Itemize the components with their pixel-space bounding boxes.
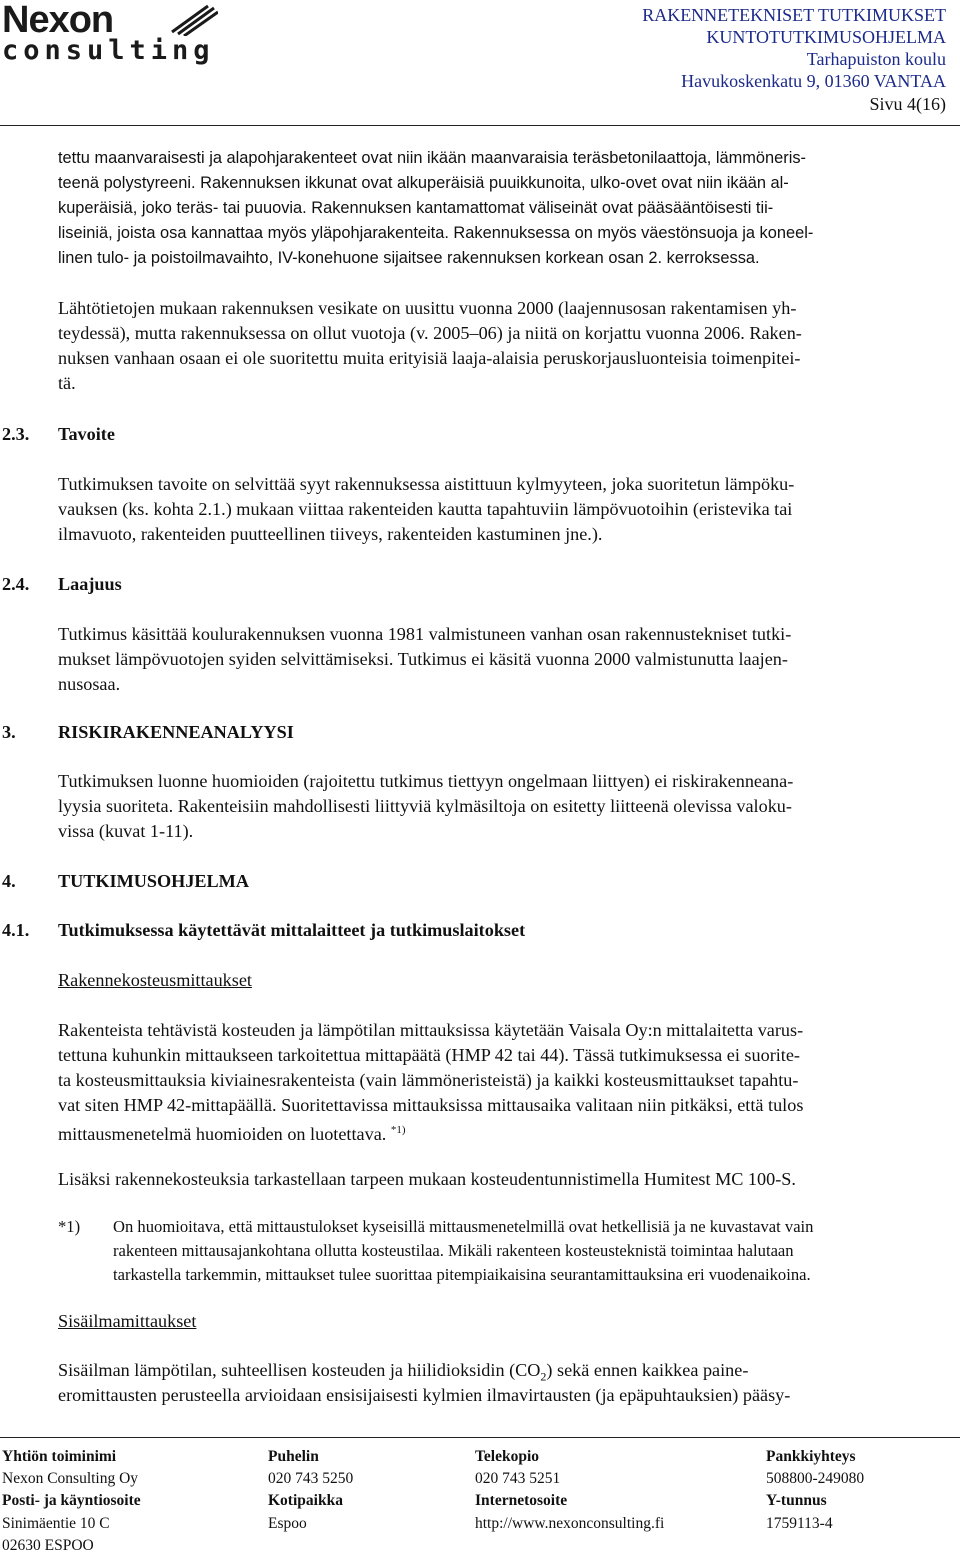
footer-value: 020 743 5250 — [268, 1470, 354, 1488]
body-line: Tutkimuksen tavoite on selvittää syyt rakennuksessa aistittuun kylmyyteen, joka suoritetun lämpöku- — [58, 474, 795, 494]
footer-label: Puhelin — [268, 1448, 319, 1465]
footer-column-bank — [766, 1446, 864, 1535]
subsection-number: 4.1. — [2, 920, 30, 940]
body-line: linen tulo- ja poistoilmavaihto, IV-konehuone sijaitsee rakennuksen korkean osan 2. kerroksessa. — [58, 249, 760, 267]
body-line: eromittausten perusteella arvioidaan ensisijaisesti kylmien ilmavirtausten (ja epäpuhtauksien) pääsy- — [58, 1385, 791, 1405]
body-line: vauksen (ks. kohta 2.1.) mukaan viittaa rakenteiden kautta tapahtuviin lämpövuotoihin (eristevika tai — [58, 499, 793, 519]
footer-label: Telekopio — [475, 1448, 540, 1465]
footer-column-phone — [268, 1446, 353, 1535]
body-line: teenä polystyreeni. Rakennuksen ikkunat ovat alkuperäisiä puuikkunoita, ulko-ovet ovat niin ikään al- — [58, 174, 789, 192]
section-title: TUTKIMUSOHJELMA — [58, 871, 249, 891]
header-doc-type: RAKENNETEKNISET TUTKIMUKSET — [642, 5, 946, 25]
footer-divider — [0, 1437, 960, 1438]
subsection-title: Tutkimuksessa käytettävät mittalaitteet ja tutkimuslaitokset — [58, 920, 526, 940]
section-number: 4. — [2, 871, 16, 891]
footer-value: 020 743 5251 — [475, 1470, 561, 1488]
body-text: mittausmenetelmä huomioiden on luotettava. — [58, 1124, 387, 1145]
footer-label: Posti- ja käyntiosoite — [2, 1492, 141, 1510]
footer-label: Kotipaikka — [268, 1492, 343, 1510]
body-line: nusosaa. — [58, 674, 121, 694]
body-line: mukset lämpövuotojen syiden selvittämiseksi. Tutkimus ei käsitä vuonna 2000 valmistunutta laajen- — [58, 649, 788, 669]
body-line: tettuna kuhunkin mittaukseen tarkoitettua mittapäätä (HMP 42 tai 44). Tässä tutkimuksessa ei suorite- — [58, 1045, 800, 1065]
header-site-name: Tarhapuiston koulu — [806, 49, 946, 69]
section-number: 3. — [2, 722, 16, 742]
section-title: Tavoite — [58, 424, 115, 444]
subheading: Rakennekosteusmittaukset — [58, 970, 252, 990]
section-title: Laajuus — [58, 574, 122, 594]
section-title: RISKIRAKENNEANALYYSI — [58, 722, 294, 742]
subheading: Sisäilmamittaukset — [58, 1311, 197, 1331]
body-line: vissa (kuvat 1-11). — [58, 821, 194, 841]
footnote-line: rakenteen mittausajankohtana ollutta kosteustilaa. Mikäli rakenteen kosteusteknistä toimintaa halutaan — [113, 1241, 794, 1260]
subscript: 2 — [540, 1369, 547, 1384]
company-logo-tagline: consulting — [2, 35, 215, 66]
footer-value: 1759113-4 — [766, 1514, 833, 1532]
body-line: Lähtötietojen mukaan rakennuksen vesikate on uusittu vuonna 2000 (laajennusosan rakentamisen yh- — [58, 298, 797, 318]
footnote-line: On huomioitava, että mittaustulokset kyseisillä mittausmenetelmillä ovat hetkellisiä ja ne kuvastavat vain — [113, 1217, 814, 1236]
header-doc-subtype: KUNTOTUTKIMUSOHJELMA — [706, 27, 946, 47]
footer-column-fax — [475, 1446, 664, 1535]
body-line: ilmavuoto, rakenteiden puutteellinen tiiveys, rakenteiden kastuminen jne.). — [58, 524, 603, 544]
footer-label: Internetosoite — [475, 1492, 568, 1510]
body-line — [58, 1118, 406, 1147]
body-text: ) sekä ennen kaikkea paine- — [546, 1360, 749, 1380]
body-line: lyysia suoriteta. Rakenteisiin mahdollisesti liittyviä kylmäsiltoja on esitetty liitteenä olevissa valoku- — [58, 796, 792, 816]
section-number: 2.4. — [2, 574, 30, 594]
footer-value: Sinimäentie 10 C — [2, 1514, 110, 1532]
footer-value: 02630 ESPOO — [2, 1536, 94, 1554]
body-line: nuksen vanhaan osaan ei ole suoritettu muita erityisiä laaja-alaisia peruskorjausluonteisia toimenpitei- — [58, 348, 801, 368]
footer-label: Pankkiyhteys — [766, 1448, 856, 1465]
body-line: Tutkimuksen luonne huomioiden (rajoitettu tutkimus tiettyyn ongelmaan liittyen) ei riskirakenneana- — [58, 771, 794, 791]
body-text: Sisäilman lämpötilan, suhteellisen kosteuden ja hiilidioksidin (CO — [58, 1360, 541, 1380]
footer-website-link[interactable]: http://www.nexonconsulting.fi — [475, 1514, 665, 1532]
body-line: Rakenteista tehtävistä kosteuden ja lämpötilan mittauksissa käytetään Vaisala Oy:n mittalaitetta varus- — [58, 1020, 804, 1040]
body-line: kuperäisiä, joko teräs- tai puuovia. Rakennuksen kantamattomat väliseinät ovat pääsääntöisesti tii- — [58, 199, 774, 217]
footer-label: Yhtiön toiminimi — [2, 1448, 117, 1465]
body-line: Tutkimus käsittää koulurakennuksen vuonna 1981 valmistuneen vanhan osan rakennustekniset tutki- — [58, 624, 792, 644]
company-logo-wordmark: Nexon — [2, 0, 114, 41]
body-line: tä. — [58, 373, 76, 393]
footer-value: Espoo — [268, 1514, 307, 1532]
header-site-address: Havukoskenkatu 9, 01360 VANTAA — [681, 71, 946, 91]
body-line: Lisäksi rakennekosteuksia tarkastellaan tarpeen mukaan kosteudentunnistimella Humitest MC 100-S. — [58, 1169, 796, 1189]
footer-value: Nexon Consulting Oy — [2, 1470, 139, 1488]
body-line: vat siten HMP 42-mittapäällä. Suoritettavissa mittauksissa mittausaika valitaan niin pitkäksi, että tulos — [58, 1095, 804, 1115]
body-line: teydessä), mutta rakennuksessa on ollut vuotoja (v. 2005–06) ja niitä on korjattu vuonna 2006. Raken- — [58, 323, 802, 343]
footnote-line: tarkastella tarkemmin, mittaukset tulee suorittaa pitempiaikaisina seurantamittauksina eri vuodenaikoina. — [113, 1265, 811, 1284]
footer-column-company — [2, 1446, 141, 1557]
footer-label: Y-tunnus — [766, 1492, 827, 1510]
footnote-mark: *1) — [58, 1217, 81, 1236]
body-line: liseiniä, joista osa kannattaa myös yläpohjarakenteita. Rakennuksessa on myös väestönsuoja ja koneel- — [58, 224, 814, 242]
body-line: tettu maanvaraisesti ja alapohjarakenteet ovat niin ikään maanvaraisia teräsbetonilaattoja, lämmöneris- — [58, 149, 807, 167]
header-divider — [0, 125, 960, 126]
header-page-number: Sivu 4(16) — [869, 94, 946, 114]
footnote-reference: *1) — [390, 1124, 406, 1136]
body-line: ta kosteusmittauksia kiviainesrakenteista (vain lämmöneristeistä) ja kaikki kosteusmittaukset tapahtu- — [58, 1070, 799, 1090]
section-number: 2.3. — [2, 424, 30, 444]
company-logo-swoosh-icon — [168, 2, 218, 36]
footer-value: 508800-249080 — [766, 1470, 865, 1488]
